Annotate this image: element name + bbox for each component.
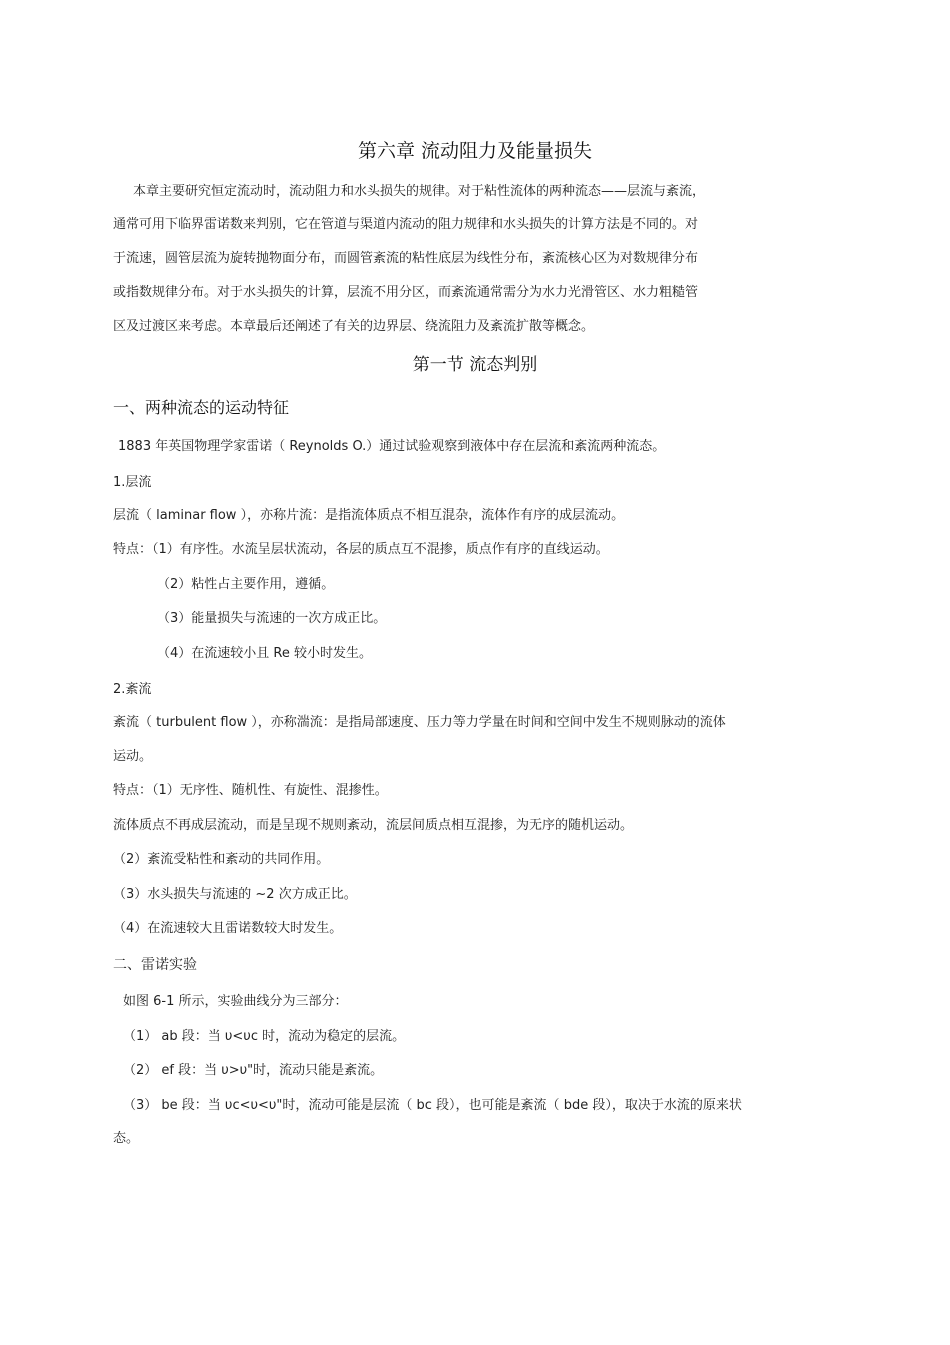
laminar-feature: （2）粘性占主要作用，遵循。	[157, 577, 335, 592]
reynolds-item: （2） ef 段：当 υ>υ"时，流动只能是紊流。	[123, 1063, 384, 1078]
turbulent-feature: （2）紊流受粘性和紊动的共同作用。	[113, 852, 330, 867]
turbulent-feature: 特点：（1）无序性、随机性、有旋性、混掺性。	[113, 783, 388, 798]
intro-line: 本章主要研究恒定流动时，流动阻力和水头损失的规律。对于粘性流体的两种流态——层流与紊流，	[133, 184, 706, 199]
turbulent-feature: （4）在流速较大且雷诺数较大时发生。	[113, 921, 343, 936]
turbulent-definition: 运动。	[113, 749, 153, 764]
laminar-heading: 1.层流	[113, 475, 152, 490]
reynolds-item-tail: 态。	[113, 1131, 140, 1146]
heading-flow-characteristics: 一、两种流态的运动特征	[113, 398, 290, 417]
section-title: 第一节 流态判别	[412, 355, 538, 375]
intro-line: 或指数规律分布。对于水头损失的计算，层流不用分区，而紊流通常需分为水力光滑管区、水力粗糙管	[113, 285, 699, 300]
turbulent-heading: 2.紊流	[113, 682, 152, 697]
laminar-feature: （4）在流速较小且 Re 较小时发生。	[157, 646, 372, 661]
chapter-title: 第六章 流动阻力及能量损失	[357, 140, 593, 162]
intro-line: 于流速，圆管层流为旋转抛物面分布，而圆管紊流的粘性底层为线性分布，紊流核心区为对数规律分布	[113, 251, 699, 266]
heading-reynolds-experiment: 二、雷诺实验	[113, 957, 197, 973]
intro-line: 通常可用下临界雷诺数来判别，它在管道与渠道内流动的阻力规律和水头损失的计算方法是不同的。对	[113, 217, 699, 232]
paragraph-1883: 1883 年英国物理学家雷诺（ Reynolds O.）通过试验观察到液体中存在层流和紊流两种流态。	[118, 439, 666, 454]
laminar-definition: 层流（ laminar flow ），亦称片流：是指流体质点不相互混杂，流体作有序的成层流动。	[113, 508, 625, 523]
laminar-feature: 特点：（1）有序性。水流呈层状流动，各层的质点互不混掺，质点作有序的直线运动。	[113, 542, 609, 557]
reynolds-item: （3） be 段：当 υc<υ<υ"时，流动可能是层流（ bc 段），也可能是紊流（ bde 段），取决于水流的原来状	[123, 1098, 742, 1113]
reynolds-intro: 如图 6-1 所示，实验曲线分为三部分：	[123, 994, 348, 1009]
turbulent-definition: 紊流（ turbulent flow ），亦称湍流：是指局部速度、压力等力学量在时间和空间中发生不规则脉动的流体	[113, 715, 726, 730]
reynolds-item: （1） ab 段：当 υ<υc 时，流动为稳定的层流。	[123, 1029, 406, 1044]
turbulent-feature: （3）水头损失与流速的 ~2 次方成正比。	[113, 887, 357, 902]
intro-line: 区及过渡区来考虑。本章最后还阐述了有关的边界层、绕流阻力及紊流扩散等概念。	[113, 319, 595, 334]
laminar-feature: （3）能量损失与流速的一次方成正比。	[157, 611, 387, 626]
turbulent-feature: 流体质点不再成层流动，而是呈现不规则紊动，流层间质点相互混掺，为无序的随机运动。	[113, 818, 634, 833]
